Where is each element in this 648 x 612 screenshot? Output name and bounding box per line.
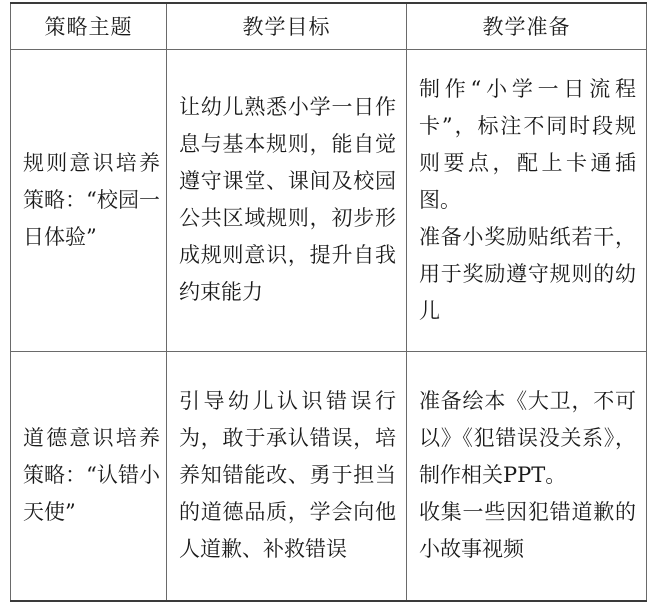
row-prep-cell (407, 351, 647, 601)
header-topic: 策略主题 (11, 3, 167, 49)
prep-paragraph: 制作“小学一日流程卡”，标注不同时段规则要点，配上卡通插图。 (419, 76, 636, 212)
header-prep: 教学准备 (407, 3, 647, 49)
prep-paragraph: 准备小奖励贴纸若干，用于奖励遵守规则的幼儿 (419, 224, 636, 323)
prep-paragraph: 准备绘本《大卫，不可以》《犯错误没关系》，制作相关PPT。 (419, 389, 636, 488)
row-goal-cell: 引导幼儿认识错误行为，敢于承认错误，培养知错能改、勇于担当的道德品质，学会向他人道歉、补救错误 (167, 351, 407, 601)
row-goal-cell: 让幼儿熟悉小学一日作息与基本规则，能自觉遵守课堂、课间及校园公共区域规则，初步形成规则意识，提升自我约束能力 (167, 49, 407, 351)
row-topic-cell: 规则意识培养策略：“校园一日体验” (11, 49, 167, 351)
header-goal: 教学目标 (167, 3, 407, 49)
table-header-row (11, 3, 647, 49)
row-prep-cell (407, 49, 647, 351)
table-row (11, 49, 647, 351)
row-topic-cell: 道德意识培养策略：“认错小天使” (11, 351, 167, 601)
strategy-table-container (10, 2, 646, 600)
strategy-table (10, 2, 647, 602)
table-row (11, 351, 647, 601)
prep-paragraph: 收集一些因犯错道歉的小故事视频 (419, 500, 636, 562)
